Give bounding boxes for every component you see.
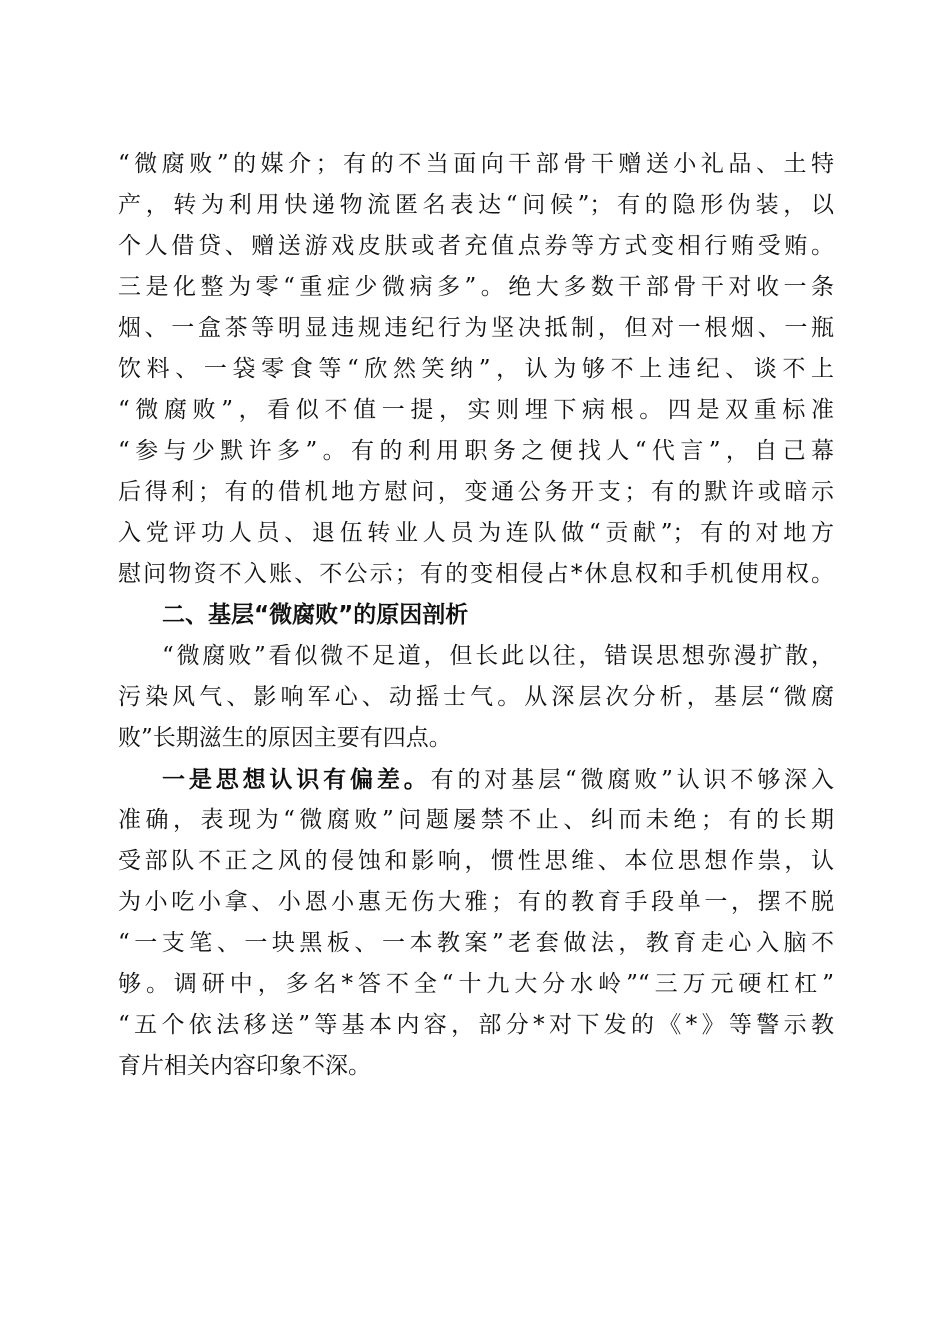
text-line: 受部队不正之风的侵蚀和影响，惯性思维、本位思想作祟，认: [118, 848, 834, 874]
body-text: [118, 144, 834, 1087]
text-line: 育片相关内容印象不深。: [118, 1053, 371, 1079]
text-line: “五个依法移送”等基本内容，部分*对下发的《*》等警示教: [118, 1012, 834, 1038]
text-line: 三是化整为零“重症少微病多”。绝大多数干部骨干对收一条: [118, 274, 834, 300]
text-line: 污染风气、影响军心、动摇士气。从深层次分析，基层“微腐: [118, 684, 834, 710]
text-line: 败”长期滋生的原因主要有四点。: [118, 725, 452, 751]
text-line-with-lead: [118, 759, 834, 800]
text-line: 个人借贷、赠送游戏皮肤或者充值点券等方式变相行贿受贿。: [118, 233, 834, 259]
text-line: “微腐败”的媒介；有的不当面向干部骨干赠送小礼品、土特: [118, 151, 834, 177]
text-line: 慰问物资不入账、不公示；有的变相侵占*休息权和手机使用权。: [118, 561, 834, 587]
text-line: 产，转为利用快递物流匿名表达“问候”；有的隐形伪装，以: [118, 192, 834, 218]
text-line: “微腐败”，看似不值一提，实则埋下病根。四是双重标准: [118, 397, 834, 423]
text-line: “参与少默许多”。有的利用职务之便找人“代言”，自己幕: [118, 438, 834, 464]
text-line: 准确，表现为“微腐败”问题屡禁不止、纠而未绝；有的长期: [118, 807, 834, 833]
text-line: 烟、一盒茶等明显违规违纪行为坚决抵制，但对一根烟、一瓶: [118, 315, 834, 341]
paragraph-lead-rest: 有的对基层“微腐败”认识不够深入: [430, 767, 834, 793]
paragraph-lead: 一是思想认识有偏差。: [162, 766, 431, 793]
text-line: 够。调研中，多名*答不全“十九大分水岭”“三万元硬杠杠”: [118, 971, 834, 997]
text-line: “一支笔、一块黑板、一本教案”老套做法，教育走心入脑不: [118, 930, 834, 956]
text-line: “微腐败”看似微不足道，但长此以往，错误思想弥漫扩散，: [162, 643, 834, 669]
text-line: 后得利；有的借机地方慰问，变通公务开支；有的默许或暗示: [118, 479, 834, 505]
text-line: 饮料、一袋零食等“欣然笑纳”，认为够不上违纪、谈不上: [118, 356, 834, 382]
section-heading: 二、基层“微腐败”的原因剖析: [162, 602, 469, 628]
text-line: 入党评功人员、退伍转业人员为连队做“贡献”；有的对地方: [118, 520, 834, 546]
text-line: 为小吃小拿、小恩小惠无伤大雅；有的教育手段单一，摆不脱: [118, 889, 834, 915]
